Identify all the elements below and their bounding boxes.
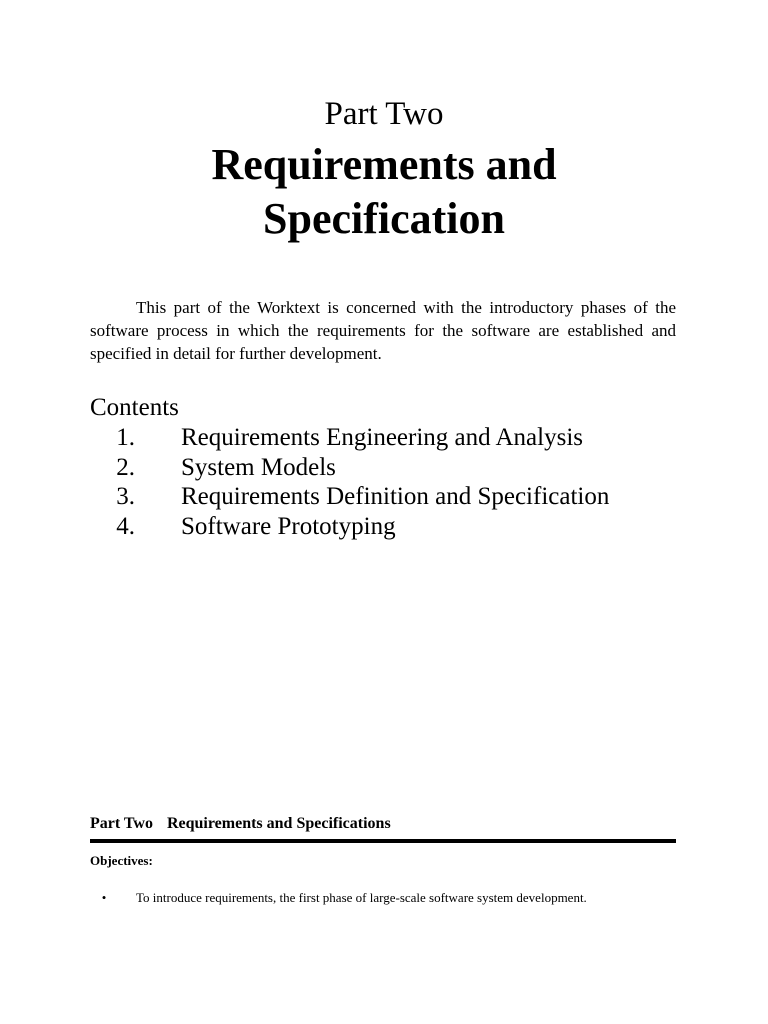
intro-paragraph: This part of the Worktext is concerned with the introductory phases of the software process in which the requirements for the software are established and specified in detail for further development. [90, 298, 676, 363]
page-title [0, 138, 768, 246]
contents-item-text: Requirements Definition and Specification [181, 483, 610, 510]
section-divider [90, 839, 676, 843]
contents-item [90, 482, 609, 512]
contents-list [90, 423, 609, 541]
section-header [90, 813, 676, 835]
contents-item-number: 2. [116, 453, 135, 481]
objectives-list [90, 889, 676, 907]
title-line-1: Requirements and [211, 140, 557, 189]
contents-item [90, 423, 609, 453]
title-line-2: Specification [263, 194, 505, 243]
objective-text: To introduce requirements, the first phase of large-scale software system development. [136, 890, 587, 905]
contents-item-number: 1. [116, 424, 135, 451]
contents-item [90, 453, 609, 483]
contents-item-text: System Models [181, 453, 336, 481]
objectives-label: Objectives: [90, 853, 153, 868]
section-header-part: Part Two [90, 815, 153, 832]
contents-item [90, 512, 609, 542]
part-label: Part Two [324, 96, 444, 132]
contents-item-number: 4. [116, 512, 135, 540]
section-header-title: Requirements and Specifications [166, 815, 391, 832]
contents-heading: Contents [90, 394, 179, 421]
contents-item-text: Requirements Engineering and Analysis [181, 424, 584, 451]
bullet-icon: • [101, 890, 107, 905]
contents-item-text: Software Prototyping [181, 512, 396, 540]
objective-item [90, 889, 676, 907]
contents-item-number: 3. [116, 483, 135, 510]
